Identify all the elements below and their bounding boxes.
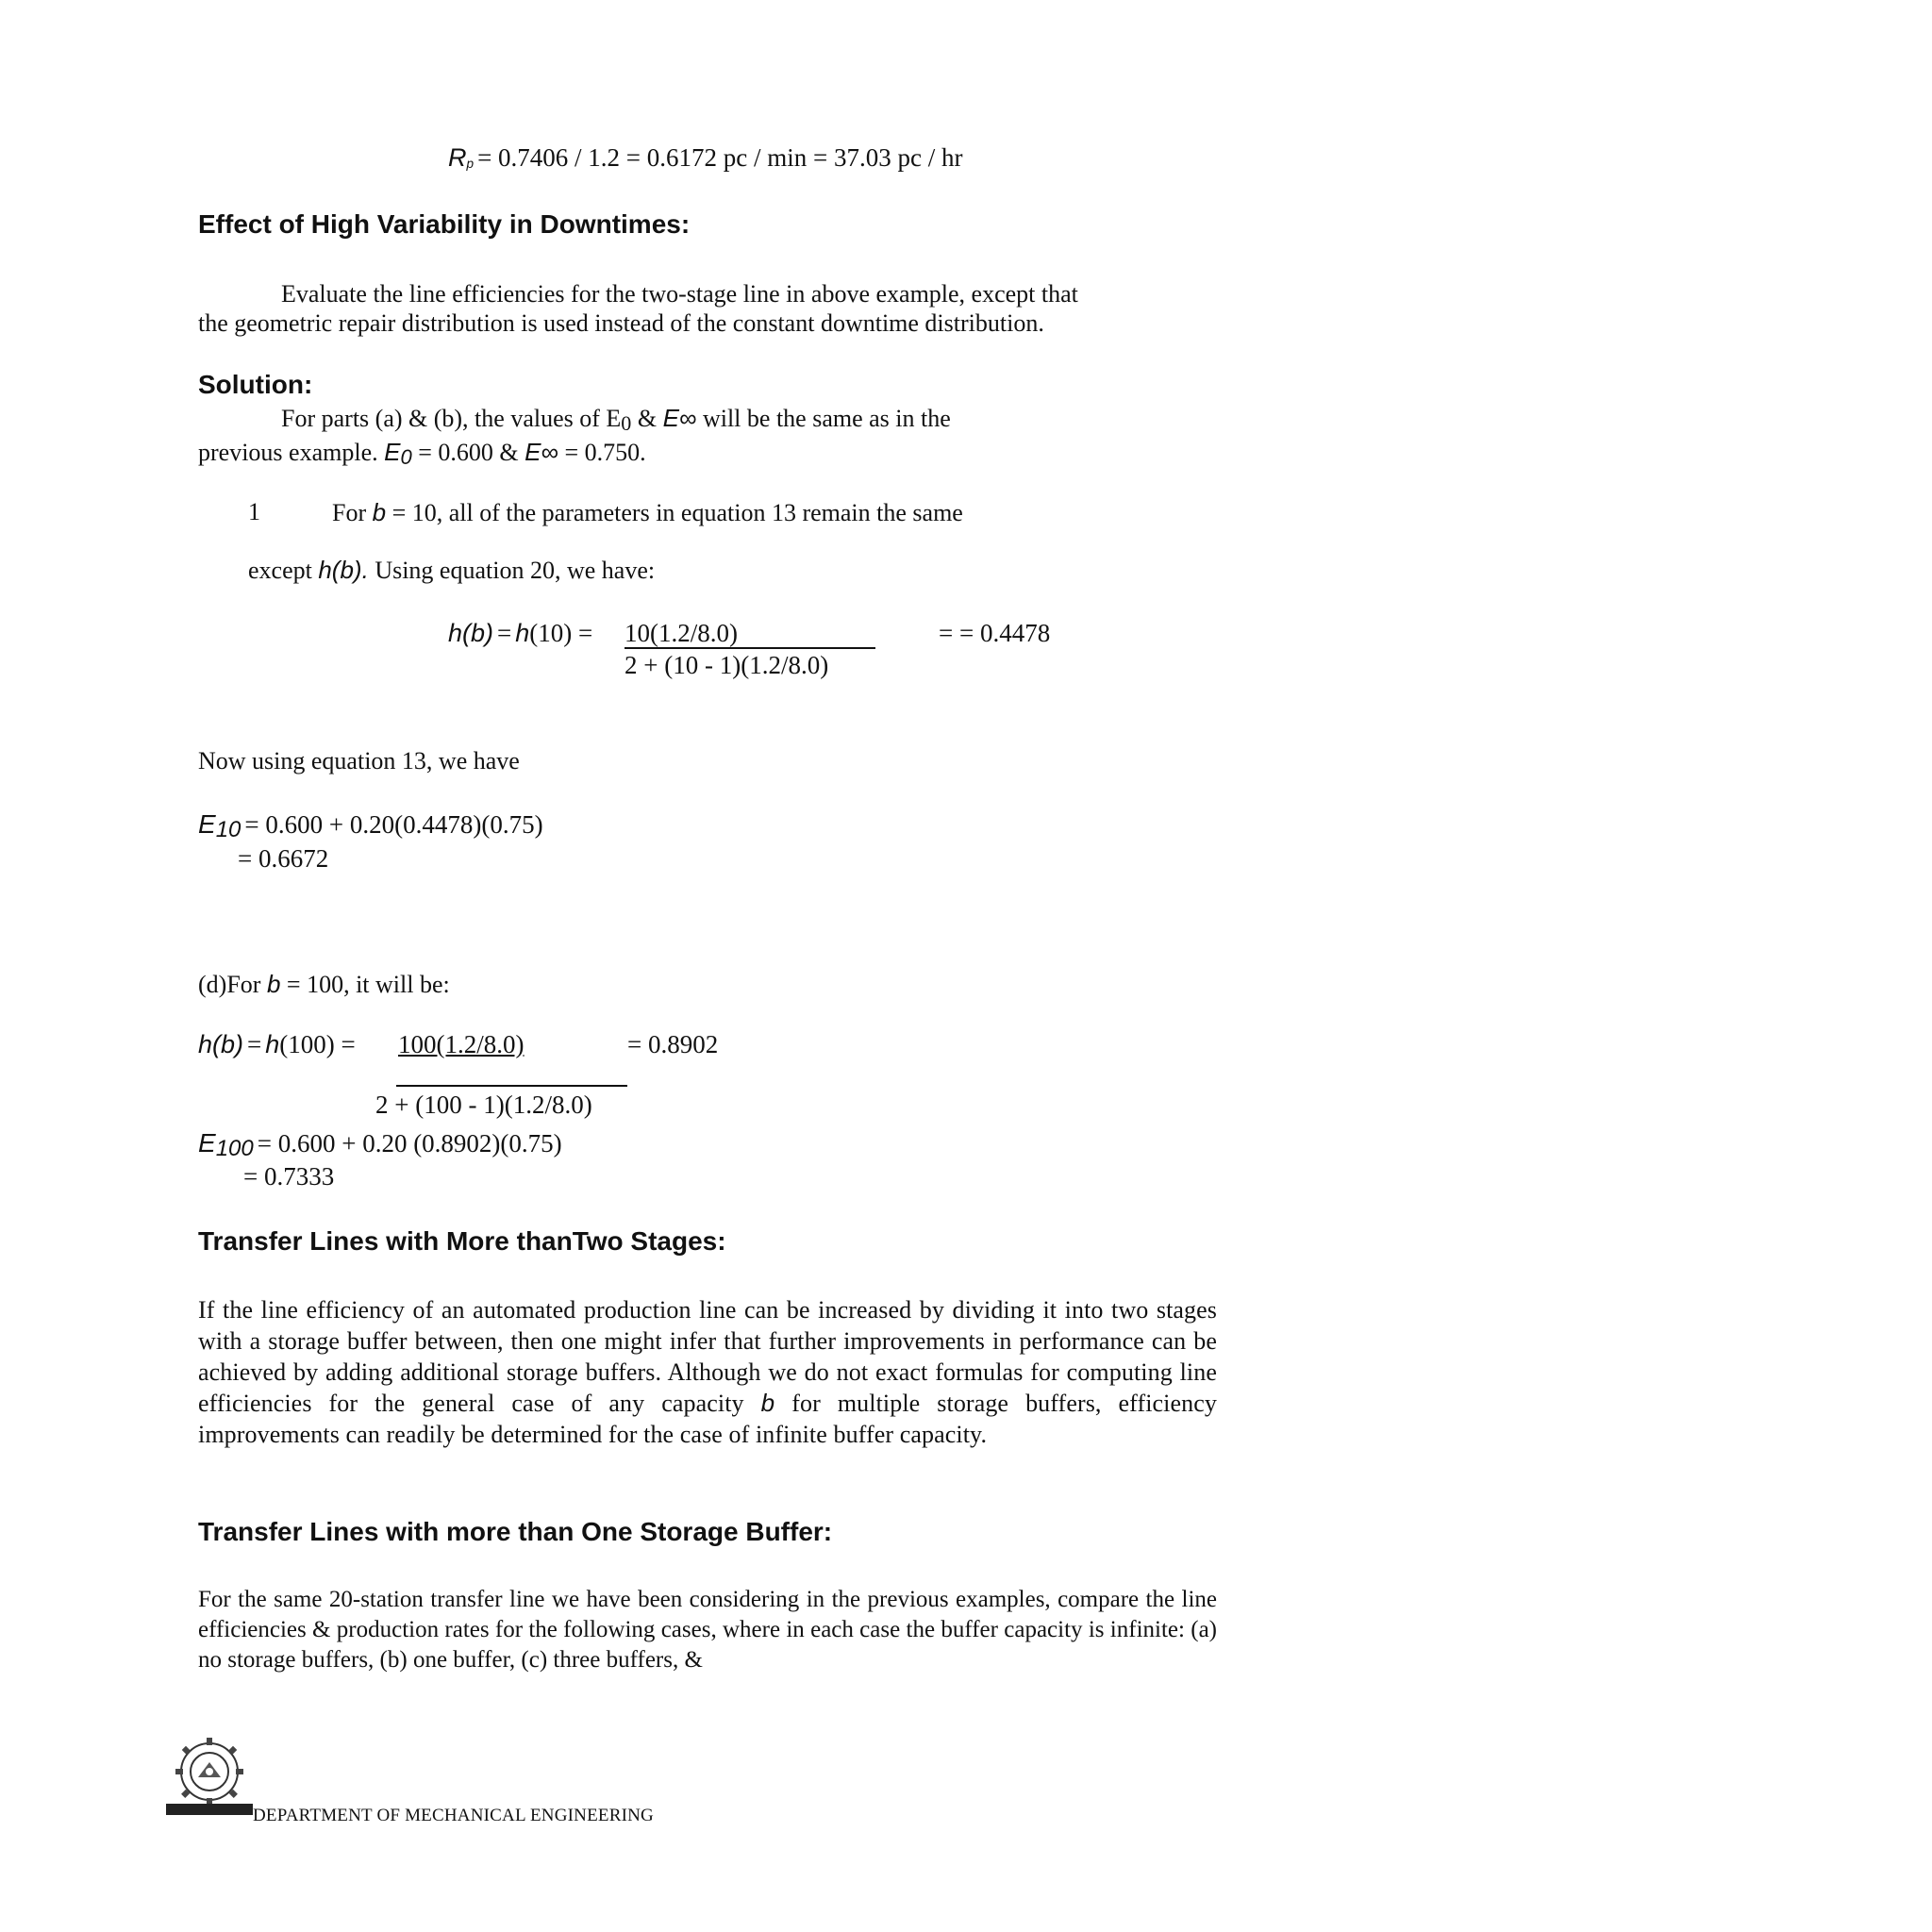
eq-h100-lhs [198, 1030, 356, 1059]
college-seal-icon [166, 1736, 253, 1817]
eq-e100 [198, 1128, 562, 1162]
solution-line2-e0-sub: 0 [400, 444, 412, 469]
solution-line1-pre: For parts (a) & (b), the values of E [281, 405, 622, 432]
eq-h100-denominator: 2 + (100 - 1)(1.2/8.0) [375, 1091, 592, 1119]
problem-line-1: Evaluate the line efficiencies for the two-stage line in above example, except that [281, 280, 1078, 308]
item1-hb: h(b). [318, 556, 369, 584]
eq-rp-sub: p [466, 157, 475, 172]
solution-line1-einf: E∞ [662, 404, 697, 432]
eq-h100-fraction-bar [396, 1085, 627, 1087]
item1-line-1 [332, 498, 963, 527]
footer-department: DEPARTMENT OF MECHANICAL ENGINEERING [253, 1806, 654, 1825]
eq-h100-eq: = [247, 1030, 262, 1058]
eq-rp-var: R [448, 143, 467, 172]
eq-h10-lhs [448, 619, 592, 648]
solution-line-1 [281, 404, 951, 433]
item1-line-2 [248, 556, 655, 585]
paragraph-storage-buffer [198, 1585, 1217, 1675]
eq-e100-result: = 0.7333 [243, 1162, 335, 1191]
part-d-pre: (d)For [198, 971, 261, 998]
eq-h10-fraction-bar [625, 647, 875, 649]
paragraph-more-stages-text [198, 1294, 1217, 1450]
part-d-post: = 100, it will be: [286, 971, 450, 998]
solution-line2-einf: E∞ [525, 438, 558, 466]
item1-pre: For [332, 499, 367, 526]
solution-line1-sub: 0 [621, 410, 632, 435]
eq-h10-h: h [515, 619, 530, 647]
eq-h10-arg: (10) = [529, 619, 593, 647]
eq-h10-hb: h(b) [448, 619, 494, 647]
item1-line2-post: Using equation 20, we have: [375, 557, 656, 584]
eq-e10-var: E [198, 809, 216, 839]
eq-h100-hb: h(b) [198, 1030, 244, 1058]
eq-e10-expr: = 0.600 + 0.20(0.4478)(0.75) [244, 810, 543, 839]
eq-h10-eq: = [497, 619, 512, 647]
eq-h10-denominator: 2 + (10 - 1)(1.2/8.0) [625, 651, 829, 679]
paragraph-storage-buffer-text: For the same 20-station transfer line we have been considering in the previous examples, compare the line efficiencies & production rates for the following cases, where in each case the buffer capacity is infinite: (a) no storage buffers, (b) one buffer, (c) three buffers, & [198, 1587, 1217, 1673]
more-stages-before-b: If the line efficiency of an automated production line can be increased by dividing it into two stages with a storage buffer between, then one might infer that further improvements in performance can be achieved by adding additional storage buffers. Although we do not exact formulas for computing line efficiencies for the general case of any capacity [198, 1296, 1217, 1417]
eq-e10 [198, 809, 543, 843]
more-stages-after-b: for multiple storage buffers, efficiency improvements can readily be determined for the case of infinite buffer capacity. [198, 1390, 1217, 1448]
item1-line2-pre: except [248, 557, 312, 584]
eq-e100-var: E [198, 1128, 216, 1158]
eq-h10-numerator: 10(1.2/8.0) [625, 619, 738, 647]
eq-rp-expr: = 0.7406 / 1.2 = 0.6172 pc / min = 37.03 pc / hr [477, 143, 963, 172]
solution-line1-post: will be the same as in the [702, 405, 951, 432]
solution-line1-amp: & [637, 405, 658, 432]
eq-e10-sub: 10 [215, 817, 242, 843]
item1-number: 1 [248, 498, 260, 525]
eq-e100-expr: = 0.600 + 0.20 (0.8902)(0.75) [257, 1129, 562, 1158]
eq-h100-numerator: 100(1.2/8.0) [398, 1030, 525, 1058]
eq-production-rate [448, 143, 962, 173]
solution-line2-mid: = 0.600 & [418, 439, 519, 466]
solution-line2-pre: previous example. [198, 439, 378, 466]
solution-line-2 [198, 438, 646, 467]
now-using-text: Now using equation 13, we have [198, 747, 520, 774]
item1-b: b [372, 498, 387, 526]
eq-h100-h: h [265, 1030, 280, 1058]
more-stages-b: b [760, 1389, 775, 1417]
solution-heading: Solution: [198, 370, 313, 399]
heading-storage-buffer: Transfer Lines with more than One Storage Buffer: [198, 1517, 833, 1546]
problem-line-2: the geometric repair distribution is used instead of the constant downtime distribution. [198, 309, 1044, 337]
item1-post: = 10, all of the parameters in equation 13 remain the same [391, 499, 963, 526]
eq-h100-result: = 0.8902 [627, 1030, 719, 1058]
eq-h100-arg: (100) = [279, 1030, 356, 1058]
eq-h10-result: = = 0.4478 [939, 619, 1051, 647]
part-d-b: b [266, 970, 281, 998]
solution-line2-e0: E [384, 438, 401, 466]
paragraph-more-stages [198, 1294, 1217, 1450]
eq-e100-sub: 100 [215, 1136, 254, 1162]
part-d-line [198, 970, 450, 999]
heading-downtimes: Effect of High Variability in Downtimes: [198, 209, 691, 239]
solution-line2-post: = 0.750. [564, 439, 646, 466]
eq-e10-result: = 0.6672 [238, 844, 329, 873]
heading-more-stages: Transfer Lines with More thanTwo Stages: [198, 1226, 726, 1256]
